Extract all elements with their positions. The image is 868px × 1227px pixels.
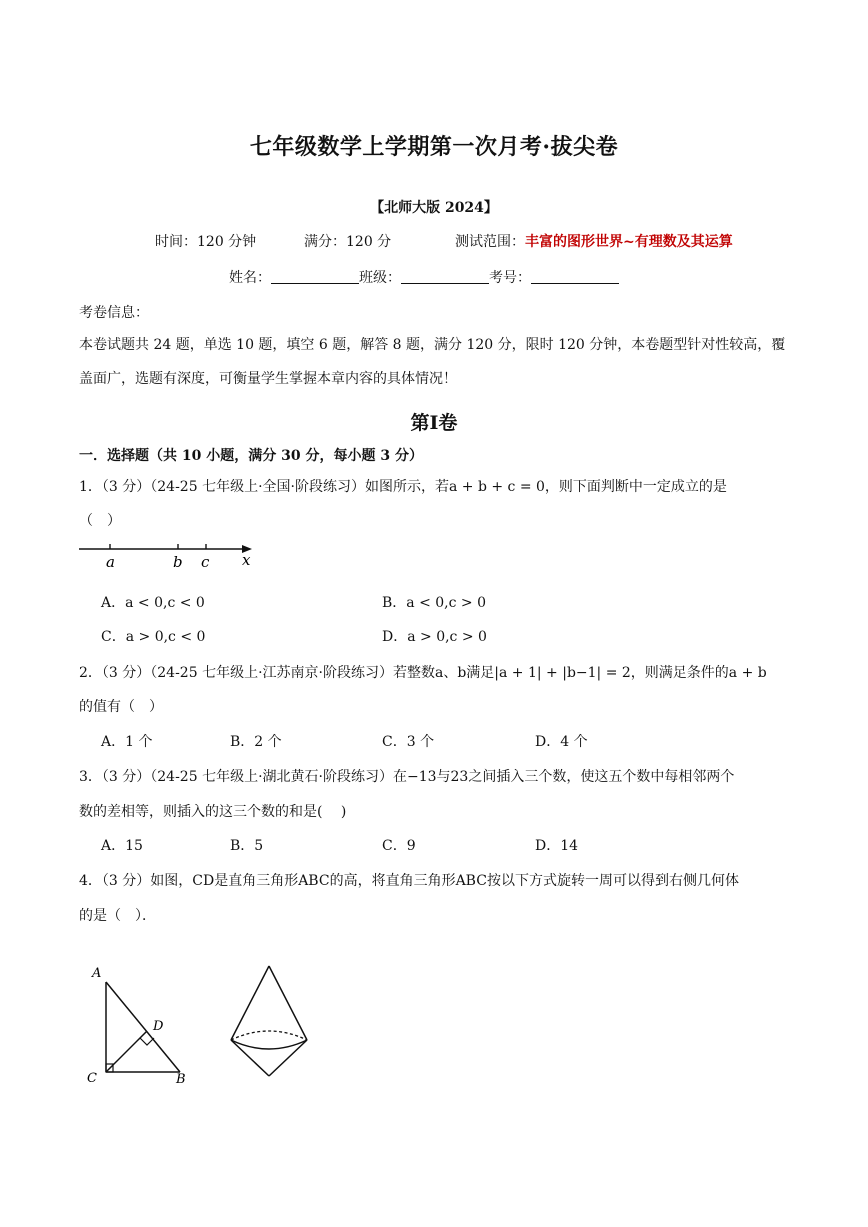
time-info: 时间：120 分钟 [155,234,257,250]
number-blank[interactable] [531,269,619,284]
class-label: 班级： [359,270,401,286]
score-info: 满分：120 分 [304,234,392,250]
question-1-text-cont: （ ） [79,513,121,529]
exam-info-heading: 考卷信息： [79,305,149,321]
q3-option-d[interactable]: D．14 [535,838,579,854]
label-c: c [201,553,210,571]
vertex-c: C [87,1071,97,1086]
volume-title: 第Ⅰ卷 [410,412,458,434]
page-title: 七年级数学上学期第一次月考·拔尖卷 [249,134,619,160]
q2-option-d[interactable]: D．4 个 [535,734,588,750]
class-blank[interactable] [401,269,489,284]
question-1-text: 1．（3 分）（24-25 七年级上·全国·阶段练习）如图所示，若a + b + c = 0，则下面判断中一定成立的是 [79,479,727,495]
double-cone-figure [224,960,314,1082]
label-a: a [106,553,115,571]
q1-option-d[interactable]: D．a > 0,c > 0 [382,629,487,645]
q1-option-a[interactable]: A．a < 0,c < 0 [101,595,205,611]
exam-info-body: 本卷试题共 24 题，单选 10 题，填空 6 题，解答 8 题，满分 120 分，限时 120 分钟，本卷题型针对性较高，覆盖面广，选题有深度，可衡量学生掌握本章内容的具体情况！ [79,337,786,387]
question-2-text-cont: 的值有（ ） [79,699,163,715]
scope-label: 测试范围： [455,234,525,250]
vertex-d: D [153,1019,164,1034]
right-angle-mark-d [140,1038,154,1045]
right-triangle-figure [86,960,198,1090]
question-3-text-cont: 数的差相等，则插入的这三个数的和是( ) [79,804,347,820]
name-blank[interactable] [271,269,359,284]
q2-option-a[interactable]: A．1 个 [101,734,153,750]
section-heading: 一．选择题（共 10 小题，满分 30 分，每小题 3 分） [79,448,423,464]
scope-value: 丰富的图形世界~有理数及其运算 [525,234,733,250]
label-b: b [173,553,183,571]
edition-label: 【北师大版 2024】 [370,200,498,216]
number-line-figure [76,538,266,574]
number-label: 考号： [489,270,531,286]
scope-info [455,231,733,251]
question-4-text-cont: 的是（ ）． [79,908,156,924]
student-info-row [229,267,619,287]
q3-option-a[interactable]: A．15 [101,838,143,854]
question-3-text: 3．（3 分）（24-25 七年级上·湖北黄石·阶段练习）在−13与23之间插入三个数，使这五个数中每相邻两个 [79,769,735,785]
label-x: x [242,551,251,569]
q2-option-c[interactable]: C．3 个 [382,734,435,750]
question-4-text: 4．（3 分）如图，CD是直角三角形ABC的高，将直角三角形ABC按以下方式旋转一周可以得到右侧几何体 [79,873,739,889]
name-label: 姓名： [229,270,271,286]
q1-option-b[interactable]: B．a < 0,c > 0 [382,595,487,611]
vertex-a: A [92,966,102,981]
vertex-b: B [176,1072,186,1087]
q1-option-c[interactable]: C．a > 0,c < 0 [101,629,206,645]
question-2-text: 2．（3 分）（24-25 七年级上·江苏南京·阶段练习）若整数a、b满足|a + 1| + |b−1| = 2，则满足条件的a + b [79,665,767,681]
q2-option-b[interactable]: B．2 个 [230,734,282,750]
q3-option-b[interactable]: B．5 [230,838,264,854]
q3-option-c[interactable]: C．9 [382,838,416,854]
altitude-cd [106,1031,147,1072]
